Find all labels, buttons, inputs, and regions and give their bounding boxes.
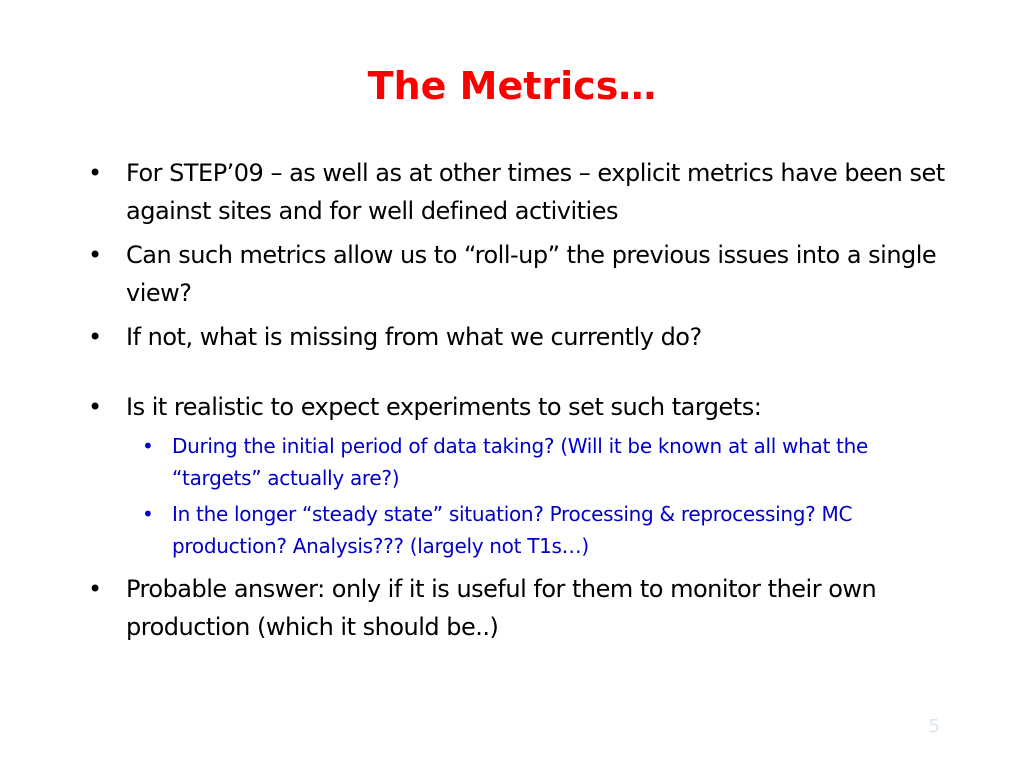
bullet-text: Probable answer: only if it is useful for them to monitor their own production (which it should be..) xyxy=(126,575,877,641)
sub-bullet-marker: • xyxy=(142,434,154,458)
sub-bullet-item xyxy=(142,498,942,562)
bullet-marker: • xyxy=(88,241,102,269)
sub-bullet-item xyxy=(142,430,942,494)
spacer xyxy=(0,356,1024,388)
bullet-item xyxy=(88,154,946,230)
bullet-item xyxy=(88,318,946,356)
bullet-text: For STEP’09 – as well as at other times – explicit metrics have been set against sites and for well defined activities xyxy=(126,159,945,225)
bullet-marker: • xyxy=(88,393,102,421)
bullet-list xyxy=(0,154,1024,646)
bullet-marker: • xyxy=(88,159,102,187)
page-number: 5 xyxy=(928,716,940,737)
sub-bullet-marker: • xyxy=(142,502,154,526)
sub-bullet-text: In the longer “steady state” situation? Processing & reprocessing? MC production? Analysis??? (largely not T1s…) xyxy=(172,502,853,558)
bullet-marker: • xyxy=(88,575,102,603)
bullet-item xyxy=(88,388,946,426)
bullet-marker: • xyxy=(88,323,102,351)
slide-title: The Metrics… xyxy=(367,64,657,108)
bullet-item xyxy=(88,570,946,646)
bullet-text: Is it realistic to expect experiments to set such targets: xyxy=(126,393,762,421)
sub-bullet-list xyxy=(0,430,1024,562)
bullet-text: If not, what is missing from what we currently do? xyxy=(126,323,702,351)
bullet-item xyxy=(88,236,946,312)
bullet-text: Can such metrics allow us to “roll-up” the previous issues into a single view? xyxy=(126,241,937,307)
sub-bullet-text: During the initial period of data taking? (Will it be known at all what the “targets” actually are?) xyxy=(172,434,868,490)
